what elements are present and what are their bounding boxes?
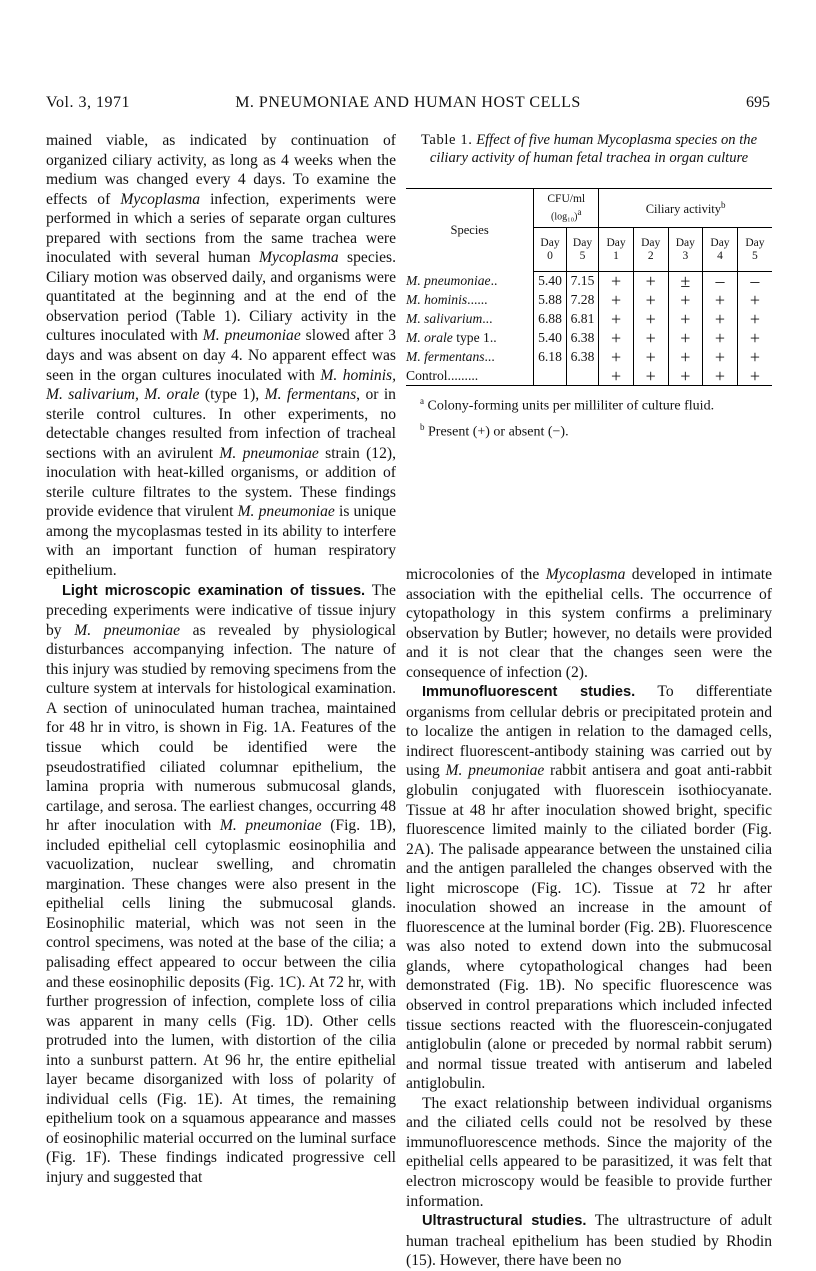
cfu-cell — [566, 367, 598, 386]
ciliary-activity-cell: + — [633, 367, 668, 386]
volume-label: Vol. 3, 1971 — [46, 94, 130, 111]
day-header: Day 5 — [737, 228, 772, 272]
cfu-cell: 6.18 — [534, 348, 566, 367]
paragraph: mained viable, as indicated by continuation of organized ciliary activity, as long as 4 weeks when the medium was changed every 4 days. To examine the effects of Mycoplasma infection, experiments were performed in which a series of separate organ cultures prepared with sections from the same trachea were inoculated with several human Mycoplasma species. Ciliary motion was observed daily, and organisms were quantitated at the beginning and at the end of the observation period (Table 1). Ciliary activity in the cultures inoculated with M. pneumoniae slowed after 3 days and was absent on day 4. No apparent effect was seen in the organ cultures inoculated with M. hominis, M. salivarium, M. orale (type 1), M. fermentans, or in sterile control cultures. In other experiments, no detectable changes resulted from infection of tracheal sections with an avirulent M. pneumoniae strain (12), inoculation with heat-killed organisms, or addition of sterile culture filtrates to the system. These findings provide evidence that virulent M. pneumoniae is unique among the mycoplasmas tested in its ability to interfere with an important function of human respiratory epithelium. — [46, 132, 397, 580]
footnote: $^a$ Colony-forming units per milliliter of culture fluid. — [420, 396, 715, 414]
table-row — [406, 367, 772, 386]
running-header — [46, 94, 770, 118]
ciliary-activity-cell: + — [668, 367, 703, 386]
table-row — [406, 310, 772, 329]
page-number: 695 — [746, 94, 770, 111]
day-header: Day 2 — [633, 228, 668, 272]
ciliary-activity-cell: + — [668, 329, 703, 348]
ciliary-activity-cell: + — [633, 348, 668, 367]
ciliary-activity-cell: + — [668, 348, 703, 367]
cfu-cell: 6.38 — [566, 348, 598, 367]
col-header-cfu: CFU/ml $(\log_{10})^a$ — [534, 189, 599, 228]
ciliary-activity-cell: + — [599, 291, 634, 310]
right-column — [406, 565, 772, 1271]
cfu-cell: 6.81 — [566, 310, 598, 329]
ciliary-activity-cell: + — [599, 310, 634, 329]
day-header: Day 4 — [703, 228, 738, 272]
ciliary-activity-cell: + — [633, 291, 668, 310]
table-row — [406, 291, 772, 310]
ciliary-activity-cell: + — [633, 272, 668, 291]
footnote: $^b$ Present (+) or absent (−). — [420, 422, 569, 440]
col-header-species: Species — [450, 222, 489, 237]
cfu-cell: 6.38 — [566, 329, 598, 348]
day-header: Day 0 — [534, 228, 566, 272]
cfu-cell: 5.88 — [534, 291, 566, 310]
ciliary-activity-cell: + — [703, 348, 738, 367]
table-row — [406, 272, 772, 291]
section-heading: Immunofluorescent studies. — [422, 684, 636, 701]
col-header-ciliary: Ciliary activity$^b$ — [599, 189, 772, 228]
ciliary-activity-cell: + — [703, 291, 738, 310]
ciliary-activity-cell: + — [599, 272, 634, 291]
table-row — [406, 329, 772, 348]
ciliary-activity-cell: + — [668, 291, 703, 310]
species-cell: Control......... — [406, 367, 534, 386]
ciliary-activity-cell: – — [737, 272, 772, 291]
species-cell: M. salivarium... — [406, 311, 493, 326]
species-cell: M. fermentans... — [406, 349, 495, 364]
table-1 — [406, 188, 772, 386]
day-header: Day 1 — [599, 228, 634, 272]
ciliary-activity-cell: ± — [668, 272, 703, 291]
paragraph: Immunofluorescent studies. To differentiate organisms from cellular debris or precipitated protein and to localize the antigen in relation to the damaged cells, indirect fluorescent-antibody staining was carried out by using M. pneumoniae rabbit antisera and goat anti-rabbit globulin conjugated with fluorescein isothiocyanate. Tissue at 48 hr after inoculation showed bright, specific fluorescence limited mainly to the ciliated border (Fig. 2A). The palisade appearance between the unstained cilia and the antigen paralleled the changes observed with the light microscope (Fig. 1C). Tissue at 72 hr after inoculation showed an increase in the amount of fluorescence at the luminal border (Fig. 2B). Fluorescence was also noted to extend down into the submucosal glands, where cytopathological changes had been demonstrated (Fig. 1B). No specific fluorescence was observed in control preparations which included infected tissue sections reacted with the fluorescein-conjugated antiglobulin (alone or preceded by normal rabbit serum) and normal tissue treated with antiserum and labeled antiglobulin. — [406, 683, 772, 1093]
left-column — [46, 131, 396, 1188]
paragraph: microcolonies of the Mycoplasma developed in intimate association with the epithelial cells. The occurrence of cytopathology in this system confirms a preliminary observation by Butler; however, no details were provided and it is not clear that the changes seen were the consequence of infection (2). — [406, 566, 772, 681]
day-header: Day 5 — [566, 228, 598, 272]
ciliary-activity-cell: + — [599, 348, 634, 367]
ciliary-activity-cell: + — [599, 329, 634, 348]
ciliary-activity-cell: + — [737, 329, 772, 348]
cfu-cell: 7.28 — [566, 291, 598, 310]
cfu-cell — [534, 367, 566, 386]
ciliary-activity-cell: + — [737, 310, 772, 329]
ciliary-activity-cell: + — [703, 329, 738, 348]
ciliary-activity-cell: + — [737, 367, 772, 386]
paragraph: The exact relationship between individual organisms and the ciliated cells could not be resolved by these immunofluorescence methods. Since the majority of the epithelial cells appeared to be parasitized, it was felt that electron microscopy would be feasible to provide further information. — [406, 1094, 772, 1210]
day-header: Day 3 — [668, 228, 703, 272]
section-heading: Ultrastructural studies. — [422, 1213, 587, 1230]
ciliary-activity-cell: + — [703, 310, 738, 329]
ciliary-activity-cell: + — [668, 310, 703, 329]
ciliary-activity-cell: + — [633, 310, 668, 329]
species-cell: M. orale type 1.. — [406, 330, 497, 345]
table-footnotes — [406, 393, 772, 445]
species-cell: M. hominis...... — [406, 292, 488, 307]
paragraph: Light microscopic examination of tissues. The preceding experiments were indicative of tissue injury by M. pneumoniae as revealed by physiological disturbances accompanying infection. The nature of this injury was studied by removing specimens from the culture system at intervals for histological examination. A section of uninoculated human trachea, maintained for 48 hr in vitro, is shown in Fig. 1A. Features of the tissue which could be identified were the pseudostratified ciliated columnar epithelium, the lamina propria with numerous submucosal glands, cartilage, and serosa. The earliest changes, occurring 48 hr after inoculation with M. pneumoniae (Fig. 1B), included epithelial cell cytoplasmic eosinophilia and vacuolization, nuclear swelling, and chromatin margination. These changes were also present in the epithelial cells lining the submucosal glands. Eosinophilic material, which was not seen in the control specimens, was noted at the base of the cilia; a palisading effect appeared to occur between the cilia and these eosinophilic deposits (Fig. 1C). At 72 hr, with further progression of infection, complete loss of cilia was apparent in many cells (Fig. 1D). Other cells protruded into the lumen, with distortion of the cilia into a sunburst pattern. At 96 hr, the entire epithelial layer became disorganized with loss of polarity of individual cells (Fig. 1E). At times, the remaining epithelium took on a squamous appearance and masses of eosinophilic material occurred on the luminal surface (Fig. 1F). These findings indicated progressive cell injury and suggested that — [46, 581, 396, 1186]
cfu-cell: 7.15 — [566, 272, 598, 291]
cfu-cell: 5.40 — [534, 329, 566, 348]
paragraph: Ultrastructural studies. The ultrastructure of adult human tracheal epithelium has been studied by Rhodin (15). However, there have been no — [406, 1212, 772, 1270]
ciliary-activity-cell: – — [703, 272, 738, 291]
section-heading: Light microscopic examination of tissues. — [62, 582, 366, 599]
cfu-cell: 6.88 — [534, 310, 566, 329]
table-caption: Table 1. Effect of five human Mycoplasma species on the ciliary activity of human fetal trachea in organ culture — [420, 132, 758, 166]
ciliary-activity-cell: + — [703, 367, 738, 386]
ciliary-activity-cell: + — [633, 329, 668, 348]
table-row — [406, 348, 772, 367]
running-title: M. PNEUMONIAE AND HUMAN HOST CELLS — [235, 94, 581, 111]
ciliary-activity-cell: + — [737, 291, 772, 310]
cfu-cell: 5.40 — [534, 272, 566, 291]
ciliary-activity-cell: + — [599, 367, 634, 386]
ciliary-activity-cell: + — [737, 348, 772, 367]
species-cell: M. pneumoniae.. — [406, 273, 498, 288]
